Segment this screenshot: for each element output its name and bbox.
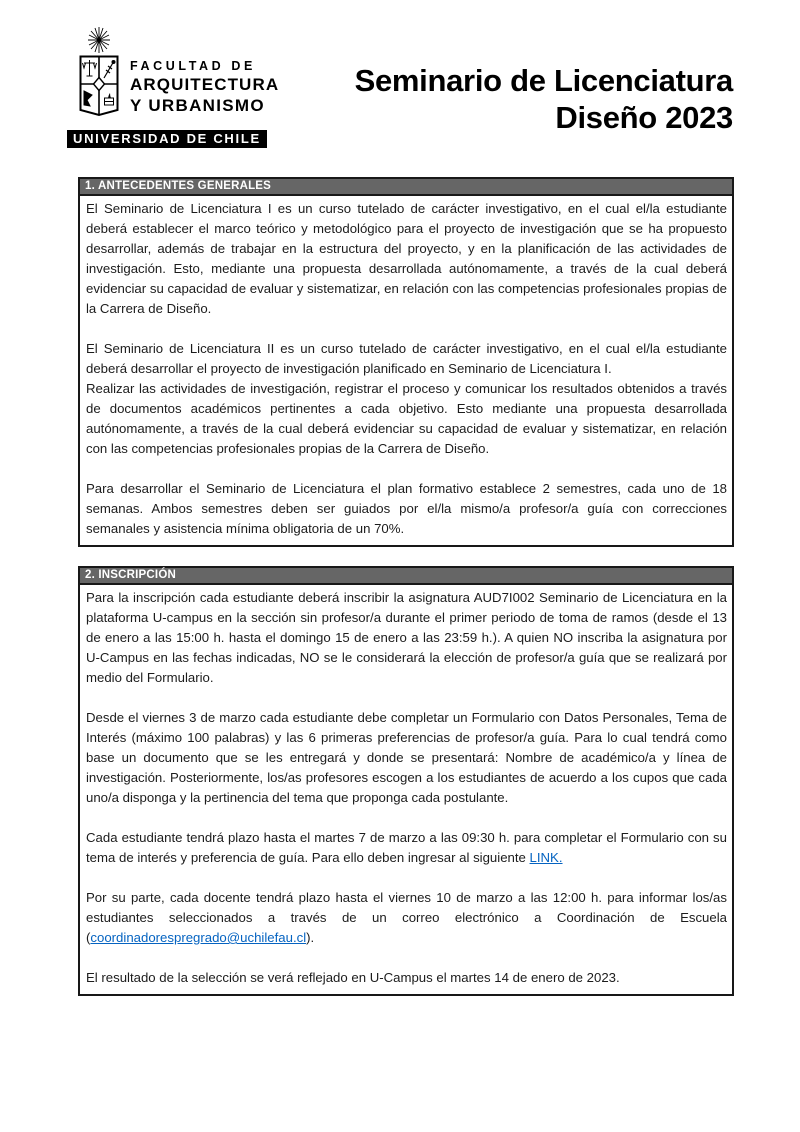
paragraph: Para la inscripción cada estudiante deberá inscribir la asignatura AUD7I002 Seminario de Licenciatura en la plataforma U-campus en la sección sin profesor/a durante el primer periodo de toma de ramos (desde el 13 de enero a las 15:00 h. hasta el domingo 15 de enero a las 23:59 h.). A quien NO inscriba la asignatura por U-Campus en las fechas indicadas, NO se le considerará la elección de profesor/a guía que se realizará por medio del Formulario. <box>86 590 727 685</box>
paragraph: El Seminario de Licenciatura I es un curso tutelado de carácter investigativo, en el cual el/la estudiante deberá establecer el marco teórico y metodológico para el proyecto de investigación que se ha propuesto desarrollar, además de trabajar en la estructura del proyecto, y en la planificación de las actividades de investigación. Esto, mediante una propuesta desarrollada autónomamente, a través de la cual deberá evidenciar su capacidad de evaluar y sistematizar, en relación con las competencias profesionales propias de la Carrera de Diseño. <box>86 201 727 316</box>
paragraph: El resultado de la selección se verá reflejado en U-Campus el martes 14 de enero de 2023. <box>86 970 620 985</box>
faculty-name-line3: Y URBANISMO <box>130 96 265 115</box>
university-logo <box>67 26 280 148</box>
section-heading-antecedentes: 1. ANTECEDENTES GENERALES <box>80 179 732 196</box>
paragraph: El Seminario de Licenciatura II es un curso tutelado de carácter investigativo, en el cual el/la estudiante deberá desarrollar el proyecto de investigación planificado en Seminario de Licenciatura I. Realizar las actividades de investigación, registrar el proceso y comunicar los resultados obtenidos a través de documentos académicos pertinentes a cada objetivo. Esto mediante una propuesta desarrollada autónomamente, a través de la cual deberá evidenciar su capacidad de evaluar y sistematizar, en relación con las competencias profesionales propias de la Carrera de Diseño. <box>86 341 727 456</box>
university-name-banner: UNIVERSIDAD DE CHILE <box>67 130 267 148</box>
university-crest-icon <box>77 26 121 127</box>
faculty-name-line1: FACULTAD DE <box>130 59 256 73</box>
section-inscripcion <box>78 566 734 996</box>
section-heading-inscripcion: 2. INSCRIPCIÓN <box>80 568 732 585</box>
section-body-inscripcion <box>80 585 732 994</box>
section-antecedentes <box>78 177 734 547</box>
document-title-line2: Diseño 2023 <box>555 100 733 135</box>
faculty-name-line2: ARQUITECTURA <box>130 75 280 94</box>
paragraph: Desde el viernes 3 de marzo cada estudiante debe completar un Formulario con Datos Personales, Tema de Interés (máximo 100 palabras) y las 6 primeras preferencias de profesor/a guía. Para lo cual tendrá como base un documento que se les entregará y donde se presentará: Nombre de académico/a y línea de investigación. Posteriormente, los/as profesores escogen a los estudiantes de acuerdo a los cupos que cada uno/a disponga y la pertinencia del tema que proponga cada postulante. <box>86 710 727 805</box>
form-link[interactable]: LINK. <box>529 850 563 865</box>
paragraph: Cada estudiante tendrá plazo hasta el martes 7 de marzo a las 09:30 h. para completar el Formulario con su tema de interés y preferencia de guía. Para ello deben ingresar al siguiente LINK. <box>86 830 727 865</box>
document-title-line1: Seminario de Licenciatura <box>354 63 733 98</box>
email-link[interactable]: coordinadorespregrado@uchilefau.cl <box>90 930 307 945</box>
faculty-name <box>130 59 279 116</box>
section-body-antecedentes <box>80 196 732 545</box>
document-title <box>355 62 733 136</box>
paragraph: Por su parte, cada docente tendrá plazo hasta el viernes 10 de marzo a las 12:00 h. para informar los/as estudiantes seleccionados a través de un correo electrónico a Coordinación de Escuela (coordinadorespregrado@uchilefau.cl). <box>86 890 727 945</box>
paragraph: Para desarrollar el Seminario de Licenciatura el plan formativo establece 2 semestres, cada uno de 18 semanas. Ambos semestres deben ser guiados por el/la mismo/a profesor/a guía con correcciones semanales y asistencia mínima obligatoria de un 70%. <box>86 481 727 536</box>
